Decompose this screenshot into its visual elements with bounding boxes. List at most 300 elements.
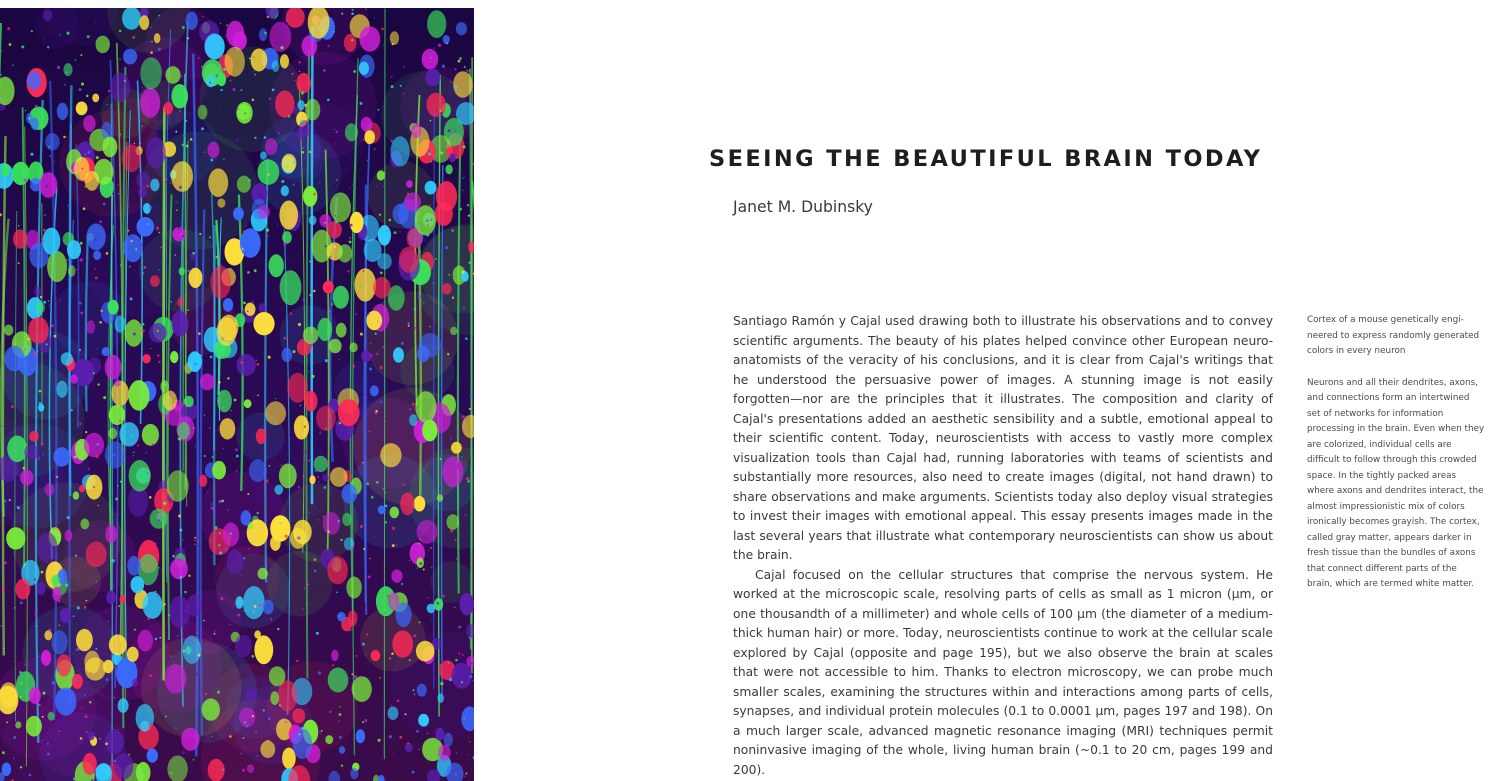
fluorescent-speck: [41, 443, 44, 446]
neuron-cell-body: [140, 721, 149, 732]
fluorescent-speck: [391, 85, 394, 88]
neuron-cell-body: [258, 205, 270, 219]
neuron-cell-body: [359, 62, 369, 75]
neuron-cell-body: [414, 496, 426, 512]
fluorescent-speck: [341, 13, 343, 15]
fluorescent-speck: [80, 737, 83, 740]
fluorescent-speck: [305, 104, 308, 107]
fluorescent-speck: [194, 540, 195, 541]
fluorescent-speck: [323, 516, 324, 517]
neuron-cell-body: [31, 118, 39, 130]
fluorescent-speck: [442, 65, 445, 68]
fluorescent-speck: [163, 502, 166, 505]
fluorescent-speck: [392, 544, 395, 547]
neuron-cell-body: [150, 179, 159, 192]
fluorescent-speck: [448, 129, 451, 132]
fluorescent-speck: [67, 602, 68, 603]
fluorescent-speck: [128, 158, 129, 159]
neuron-cell-body: [451, 442, 462, 454]
fluorescent-speck: [220, 89, 222, 91]
neuron-cell-body: [179, 267, 185, 275]
fluorescent-speck: [420, 539, 421, 540]
fluorescent-speck: [203, 666, 204, 667]
fluorescent-speck: [219, 500, 222, 503]
fluorescent-speck: [24, 349, 26, 351]
fluorescent-speck: [267, 16, 269, 18]
fluorescent-speck: [229, 536, 232, 539]
neuron-cell-body: [28, 317, 49, 344]
neuron-cell-body: [137, 217, 155, 237]
fluorescent-speck: [375, 333, 377, 335]
fluorescent-speck: [376, 353, 378, 355]
fluorescent-speck: [297, 536, 300, 539]
neuron-cell-body: [118, 698, 129, 713]
fluorescent-speck: [391, 653, 394, 656]
fluorescent-speck: [382, 297, 384, 299]
neuron-cell-body: [233, 207, 244, 220]
neuron-cell-body: [246, 687, 257, 702]
neuron-cell-body: [270, 515, 290, 542]
fluorescent-speck: [180, 309, 181, 310]
fluorescent-speck: [299, 71, 300, 72]
fluorescent-speck: [377, 320, 379, 322]
neuron-cell-body: [260, 151, 267, 160]
fluorescent-speck: [364, 723, 365, 724]
fluorescent-speck: [60, 300, 61, 301]
fluorescent-speck: [275, 398, 276, 399]
fluorescent-speck: [85, 154, 86, 155]
neuron-cell-body: [83, 753, 97, 775]
neuron-cell-body: [247, 764, 254, 773]
neuron-cell-body: [149, 323, 167, 343]
fluorescent-speck: [49, 432, 50, 433]
fluorescent-speck: [445, 110, 446, 111]
fluorescent-speck: [253, 611, 254, 612]
fluorescent-speck: [301, 91, 304, 94]
fluorescent-speck: [96, 581, 97, 582]
fluorescent-speck: [360, 333, 363, 336]
fluorescent-speck: [18, 262, 20, 264]
fluorescent-speck: [303, 476, 304, 477]
neuron-cell-body: [303, 186, 317, 207]
fluorescent-speck: [286, 166, 288, 168]
neuron-cell-body: [105, 525, 117, 543]
fluorescent-speck: [84, 606, 87, 609]
fluorescent-speck: [403, 93, 404, 94]
fluorescent-speck: [120, 458, 121, 459]
fluorescent-speck: [399, 736, 402, 739]
fluorescent-speck: [23, 467, 25, 469]
fluorescent-speck: [377, 109, 379, 111]
fluorescent-speck: [237, 108, 239, 110]
neuron-cell-body: [453, 71, 473, 97]
neuron-cell-body: [106, 590, 116, 604]
neuron-cell-body: [416, 641, 435, 662]
fluorescent-speck: [195, 446, 196, 447]
fluorescent-speck: [119, 59, 120, 60]
neuron-cell-body: [329, 339, 342, 353]
fluorescent-speck: [313, 193, 316, 196]
fluorescent-speck: [254, 605, 257, 608]
neuron-cell-body: [154, 33, 161, 43]
neuron-cell-body: [177, 298, 184, 307]
neuron-cell-body: [217, 317, 237, 346]
fluorescent-speck: [79, 423, 81, 425]
neuron-cell-body: [422, 49, 439, 70]
fluorescent-speck: [156, 227, 159, 230]
fluorescent-speck: [191, 622, 192, 623]
fluorescent-speck: [335, 215, 336, 216]
fluorescent-speck: [29, 182, 32, 185]
fluorescent-speck: [132, 36, 135, 39]
fluorescent-speck: [469, 637, 471, 639]
fluorescent-speck: [400, 154, 402, 156]
fluorescent-speck: [49, 263, 51, 265]
fluorescent-speck: [462, 415, 465, 418]
fluorescent-speck: [298, 323, 301, 326]
fluorescent-speck: [66, 259, 67, 260]
fluorescent-speck: [117, 184, 119, 186]
fluorescent-speck: [223, 769, 225, 771]
neuron-cell-body: [260, 741, 275, 759]
fluorescent-speck: [288, 115, 290, 117]
neuron-cell-body: [438, 745, 451, 761]
neuron-cell-body: [114, 753, 133, 779]
fluorescent-speck: [313, 290, 315, 292]
fluorescent-speck: [35, 612, 38, 615]
fluorescent-speck: [394, 231, 397, 234]
fluorescent-speck: [196, 632, 197, 633]
neuron-cell-body: [331, 650, 338, 661]
neuron-cell-body: [296, 73, 311, 93]
fluorescent-speck: [137, 317, 139, 319]
fluorescent-speck: [193, 759, 195, 761]
fluorescent-speck: [174, 254, 176, 256]
neuron-cell-body: [258, 159, 280, 184]
neuron-cell-body: [132, 679, 138, 687]
fluorescent-speck: [223, 73, 225, 75]
fluorescent-speck: [387, 595, 390, 598]
fluorescent-speck: [103, 203, 106, 206]
neuron-cell-body: [449, 153, 455, 162]
fluorescent-speck: [464, 718, 465, 719]
fluorescent-speck: [101, 310, 103, 312]
neuron-cell-body: [70, 374, 78, 384]
fluorescent-speck: [47, 46, 49, 48]
fluorescent-speck: [176, 635, 179, 638]
neuron-cell-body: [138, 630, 153, 652]
fluorescent-speck: [469, 741, 470, 742]
neuron-cell-body: [400, 493, 414, 516]
fluorescent-speck: [351, 39, 353, 41]
fluorescent-speck: [380, 366, 383, 369]
fluorescent-speck: [263, 353, 264, 354]
fluorescent-speck: [205, 693, 207, 695]
fluorescent-speck: [351, 547, 354, 550]
neuron-cell-body: [142, 424, 159, 446]
fluorescent-speck: [96, 156, 99, 159]
tissue-haze: [360, 606, 425, 671]
fluorescent-speck: [73, 777, 76, 780]
fluorescent-speck: [345, 79, 346, 80]
neuron-cell-body: [243, 586, 265, 619]
fluorescent-speck: [290, 777, 292, 779]
fluorescent-speck: [155, 591, 157, 593]
fluorescent-speck: [130, 236, 132, 238]
fluorescent-speck: [454, 607, 455, 608]
neuron-cell-body: [346, 577, 361, 599]
neuron-cell-body: [122, 144, 142, 172]
fluorescent-speck: [418, 748, 420, 750]
fluorescent-speck: [466, 477, 469, 480]
fluorescent-speck: [431, 567, 432, 568]
neuron-cell-body: [57, 654, 72, 677]
fluorescent-speck: [106, 611, 108, 613]
neuron-cell-body: [437, 494, 443, 502]
fluorescent-speck: [31, 30, 33, 32]
fluorescent-speck: [414, 308, 416, 310]
fluorescent-speck: [351, 673, 353, 675]
fluorescent-speck: [183, 134, 185, 136]
fluorescent-speck: [461, 456, 463, 458]
fluorescent-speck: [1, 425, 3, 427]
neuron-cell-body: [425, 181, 437, 195]
fluorescent-speck: [190, 138, 193, 141]
fluorescent-speck: [44, 214, 45, 215]
fluorescent-speck: [254, 269, 257, 272]
neuron-cell-body: [279, 464, 297, 489]
fluorescent-speck: [140, 143, 142, 145]
fluorescent-speck: [163, 366, 164, 367]
fluorescent-speck: [159, 269, 161, 271]
fluorescent-speck: [85, 431, 87, 433]
fluorescent-speck: [430, 547, 432, 549]
fluorescent-speck: [49, 155, 51, 157]
neuron-cell-body: [27, 71, 41, 89]
fluorescent-speck: [243, 302, 246, 305]
fluorescent-speck: [336, 591, 338, 593]
fluorescent-speck: [34, 578, 36, 580]
fluorescent-speck: [244, 610, 245, 611]
fluorescent-speck: [351, 12, 354, 15]
fluorescent-speck: [302, 147, 304, 149]
neuron-cell-body: [57, 103, 68, 120]
fluorescent-speck: [466, 773, 468, 775]
fluorescent-speck: [376, 307, 377, 308]
fluorescent-speck: [188, 639, 190, 641]
fluorescent-speck: [363, 548, 365, 550]
neuron-cell-body: [206, 75, 216, 87]
fluorescent-speck: [349, 629, 351, 631]
fluorescent-speck: [36, 455, 39, 458]
neuron-cell-body: [359, 26, 380, 51]
neuron-cell-body: [83, 115, 95, 132]
neuron-cell-body: [396, 602, 412, 627]
fluorescent-speck: [20, 682, 23, 685]
fluorescent-speck: [128, 205, 129, 206]
fluorescent-speck: [461, 270, 464, 273]
fluorescent-speck: [170, 183, 172, 185]
fluorescent-speck: [157, 330, 159, 332]
neuron-cell-body: [188, 351, 202, 372]
fluorescent-speck: [269, 465, 271, 467]
fluorescent-speck: [458, 626, 461, 629]
neuron-cell-body: [217, 198, 225, 207]
neuron-cell-body: [170, 558, 188, 579]
fluorescent-speck: [198, 332, 201, 335]
fluorescent-speck: [259, 604, 262, 607]
fluorescent-speck: [352, 183, 354, 185]
fluorescent-speck: [364, 719, 367, 722]
fluorescent-speck: [175, 727, 177, 729]
fluorescent-speck: [229, 624, 231, 626]
fluorescent-speck: [293, 184, 295, 186]
fluorescent-speck: [317, 519, 319, 521]
fluorescent-speck: [304, 425, 307, 428]
fluorescent-speck: [471, 470, 472, 471]
fluorescent-speck: [285, 721, 287, 723]
fluorescent-speck: [299, 734, 301, 736]
neuron-cell-body: [52, 587, 61, 602]
fluorescent-speck: [248, 548, 249, 549]
fluorescent-speck: [464, 776, 465, 777]
fluorescent-speck: [133, 452, 134, 453]
neuron-cell-body: [131, 576, 145, 593]
fluorescent-speck: [264, 32, 267, 35]
fluorescent-speck: [20, 766, 22, 768]
fluorescent-speck: [319, 731, 322, 734]
fluorescent-speck: [43, 38, 44, 39]
fluorescent-speck: [440, 458, 442, 460]
neuron-cell-body: [419, 333, 441, 357]
fluorescent-speck: [231, 410, 232, 411]
fluorescent-speck: [379, 214, 381, 216]
fluorescent-speck: [471, 662, 473, 664]
fluorescent-speck: [450, 530, 453, 533]
fluorescent-speck: [26, 565, 27, 566]
fluorescent-speck: [178, 227, 181, 230]
fluorescent-speck: [220, 23, 221, 24]
neuron-cell-body: [198, 105, 208, 120]
fluorescent-speck: [223, 68, 226, 71]
fluorescent-speck: [48, 300, 49, 301]
neuron-cell-body: [450, 327, 457, 335]
fluorescent-speck: [339, 706, 340, 707]
fluorescent-speck: [335, 220, 338, 223]
neuron-cell-body: [327, 221, 342, 238]
fluorescent-speck: [294, 108, 296, 110]
fluorescent-speck: [128, 754, 129, 755]
fluorescent-speck: [374, 412, 377, 415]
fluorescent-speck: [75, 554, 77, 556]
fluorescent-speck: [454, 539, 456, 541]
fluorescent-speck: [95, 593, 97, 595]
fluorescent-speck: [43, 240, 45, 242]
fluorescent-speck: [9, 499, 11, 501]
fluorescent-speck: [45, 343, 47, 345]
fluorescent-speck: [243, 230, 246, 233]
neuron-cell-body: [411, 123, 421, 139]
neuron-cell-body: [86, 320, 95, 334]
fluorescent-speck: [87, 35, 90, 38]
fluorescent-speck: [433, 678, 435, 680]
fluorescent-speck: [326, 462, 328, 464]
neuron-cell-body: [169, 596, 190, 628]
neuron-cell-body: [41, 650, 51, 666]
fluorescent-speck: [430, 57, 431, 58]
fluorescent-speck: [95, 648, 97, 650]
fluorescent-speck: [15, 325, 16, 326]
fluorescent-speck: [30, 75, 32, 77]
neuron-cell-body: [172, 84, 189, 108]
fluorescent-speck: [338, 721, 339, 722]
fluorescent-speck: [183, 650, 185, 652]
fluorescent-speck: [332, 664, 334, 666]
fluorescent-speck: [1, 51, 2, 52]
neuron-cell-body: [127, 556, 141, 576]
neuron-cell-body: [258, 568, 268, 580]
fluorescent-speck: [113, 454, 115, 456]
fluorescent-speck: [95, 269, 96, 270]
neuron-cell-body: [15, 721, 21, 728]
fluorescent-speck: [192, 252, 195, 255]
fluorescent-speck: [273, 18, 274, 19]
fluorescent-speck: [434, 48, 435, 49]
fluorescent-speck: [61, 233, 62, 234]
neuron-cell-body: [95, 764, 110, 781]
fluorescent-speck: [300, 405, 301, 406]
fluorescent-speck: [309, 151, 312, 154]
fluorescent-speck: [21, 45, 24, 48]
neuron-cell-body: [282, 231, 292, 244]
neuron-cell-body: [438, 693, 444, 703]
fluorescent-speck: [124, 603, 125, 604]
fluorescent-speck: [99, 220, 102, 223]
fluorescent-speck: [16, 506, 18, 508]
neuron-cell-body: [123, 49, 137, 65]
fluorescent-speck: [407, 742, 409, 744]
fluorescent-speck: [194, 363, 196, 365]
fluorescent-speck: [39, 390, 42, 393]
fluorescent-speck: [119, 420, 121, 422]
fluorescent-speck: [462, 178, 464, 180]
fluorescent-speck: [73, 615, 75, 617]
essay-title: SEEING THE BEAUTIFUL BRAIN TODAY: [709, 146, 1263, 172]
fluorescent-speck: [48, 305, 51, 308]
fluorescent-speck: [223, 158, 225, 160]
fluorescent-speck: [449, 274, 451, 276]
fluorescent-speck: [469, 408, 471, 410]
fluorescent-speck: [468, 214, 470, 216]
fluorescent-speck: [68, 534, 69, 535]
fluorescent-speck: [299, 61, 301, 63]
fluorescent-speck: [306, 604, 307, 605]
fluorescent-speck: [456, 752, 457, 753]
neuron-cell-body: [92, 94, 99, 103]
fluorescent-speck: [379, 677, 380, 678]
neuron-cell-body: [110, 73, 130, 102]
fluorescent-speck: [127, 230, 129, 232]
neuron-cell-body: [67, 240, 81, 259]
fluorescent-speck: [84, 694, 86, 696]
fluorescent-speck: [279, 423, 281, 425]
essay-author: Janet M. Dubinsky: [733, 198, 873, 216]
fluorescent-speck: [217, 429, 219, 431]
fluorescent-speck: [327, 531, 329, 533]
fluorescent-speck: [100, 481, 101, 482]
fluorescent-speck: [383, 45, 384, 46]
neuron-cell-body: [48, 712, 55, 721]
